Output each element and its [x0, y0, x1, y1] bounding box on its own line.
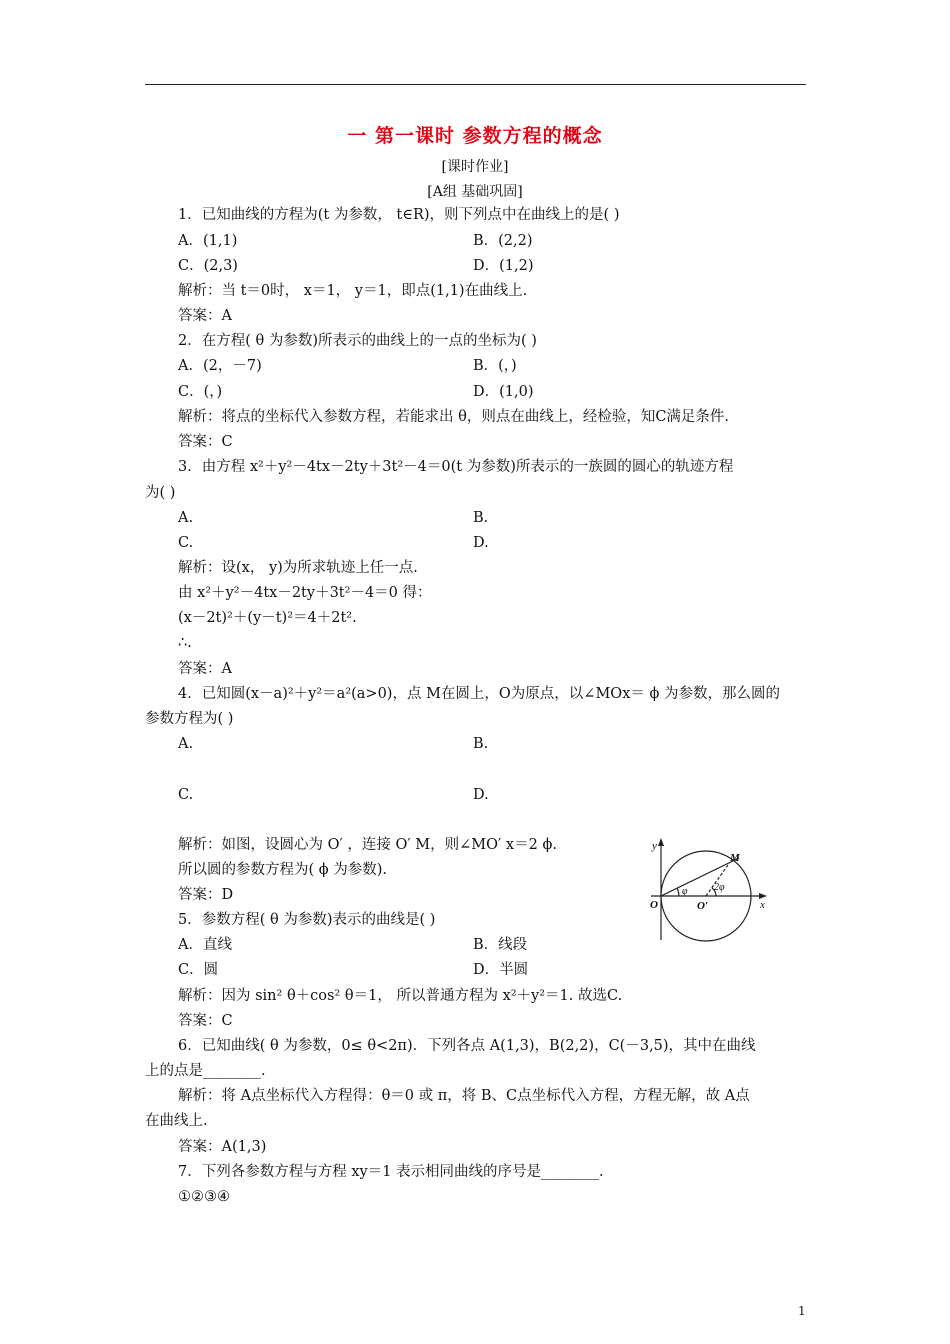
q6-stem-line2: 上的点是________.: [145, 1063, 266, 1079]
q3-stem-line2: 为( ): [145, 485, 176, 501]
q6-answer: 答案：A(1,3): [178, 1139, 267, 1155]
q3-analysis-line1: 解析：设(x， y)为所求轨迹上任一点.: [178, 560, 418, 576]
angle-phi-arc: [677, 888, 679, 896]
q4-stem-line2: 参数方程为( ): [145, 711, 234, 727]
circle-diagram: [641, 836, 771, 946]
q4-option-a: A.: [178, 736, 194, 752]
q1-answer: 答案：A: [178, 308, 232, 324]
q1-analysis: 解析：当 t＝0时， x＝1， y＝1，即点(1,1)在曲线上.: [178, 283, 528, 299]
q6-stem-line1: 6．已知曲线( θ 为参数，0≤ θ<2π)．下列各点 A(1,3)，B(2,2)，C(－3,5)，其中在曲线: [178, 1038, 756, 1054]
q5-option-b: B．线段: [473, 937, 528, 953]
q2-stem: 2．在方程( θ 为参数)所表示的曲线上的一点的坐标为( ): [178, 333, 537, 349]
q5-answer: 答案：C: [178, 1013, 233, 1029]
q1-stem: 1．已知曲线的方程为(t 为参数， t∈R)，则下列点中在曲线上的是( ): [178, 207, 620, 223]
label-o: O: [650, 899, 658, 911]
q4-option-d: D.: [473, 787, 489, 803]
page-title: 一 第一课时 参数方程的概念: [347, 125, 603, 147]
q3-option-a: A.: [178, 510, 194, 526]
label-m: M: [730, 852, 740, 864]
q3-answer: 答案：A: [178, 661, 232, 677]
q4-option-b: B.: [473, 736, 489, 752]
q5-analysis: 解析：因为 sin² θ＋cos² θ＝1， 所以普通方程为 x²＋y²＝1. 故选C.: [178, 988, 623, 1004]
y-arrow: [658, 838, 664, 846]
q7-stem: 7．下列各参数方程与方程 xy＝1 表示相同曲线的序号是________.: [178, 1164, 604, 1180]
group-heading: [A组 基础巩固]: [427, 184, 523, 200]
label-x: x: [760, 899, 765, 911]
q3-option-c: C.: [178, 535, 194, 551]
q3-option-d: D.: [473, 535, 489, 551]
q3-analysis-line2: 由 x²＋y²－4tx－2ty＋3t²－4＝0 得：: [178, 585, 432, 601]
subtitle: [课时作业]: [441, 159, 509, 175]
q4-answer: 答案：D: [178, 887, 234, 903]
q5-option-c: C．圆: [178, 962, 219, 978]
q2-option-a: A．(2，－7): [178, 358, 262, 374]
page-number: 1: [798, 1304, 806, 1318]
q4-analysis-line1: 解析：如图，设圆心为 O′ ，连接 O′ M，则∠MO′ x＝2 ϕ.: [178, 837, 557, 853]
q4-option-c: C.: [178, 787, 194, 803]
q5-option-d: D．半圆: [473, 962, 529, 978]
q3-analysis-line3: (x－2t)²＋(y－t)²＝4＋2t².: [178, 610, 357, 626]
label-2phi: 2φ: [714, 882, 725, 893]
q2-option-c: C．(，): [178, 384, 223, 400]
q1-option-a: A．(1,1): [178, 233, 238, 249]
q3-option-b: B.: [473, 510, 489, 526]
q2-option-d: D．(1,0): [473, 384, 534, 400]
q5-option-a: A．直线: [178, 937, 232, 953]
q2-analysis: 解析：将点的坐标代入参数方程，若能求出 θ，则点在曲线上，经检验，知C满足条件.: [178, 409, 730, 425]
ray-om: [661, 858, 739, 896]
label-y: y: [652, 840, 657, 852]
q1-option-b: B．(2,2): [473, 233, 533, 249]
label-o-prime: O′: [697, 900, 709, 912]
q7-options: ①②③④: [178, 1189, 230, 1205]
q2-answer: 答案：C: [178, 434, 233, 450]
q1-option-d: D．(1,2): [473, 258, 534, 274]
label-phi: φ: [682, 886, 688, 897]
q1-option-c: C．(2,3): [178, 258, 238, 274]
q3-stem-line1: 3．由方程 x²＋y²－4tx－2ty＋3t²－4＝0(t 为参数)所表示的一族圆的圆心的轨迹方程: [178, 459, 734, 475]
q2-option-b: B．(，): [473, 358, 517, 374]
q3-analysis-line4: ∴.: [178, 635, 192, 651]
q6-analysis-line2: 在曲线上.: [145, 1113, 208, 1129]
q6-analysis-line1: 解析：将 A点坐标代入方程得：θ＝0 或 π，将 B、C点坐标代入方程，方程无解，故 A点: [178, 1088, 750, 1104]
q5-stem: 5．参数方程( θ 为参数)表示的曲线是( ): [178, 912, 436, 928]
q4-stem-line1: 4．已知圆(x－a)²＋y²＝a²(a>0)，点 M在圆上，O为原点，以∠MOx＝ ϕ 为参数，那么圆的: [178, 686, 780, 702]
q4-analysis-line2: 所以圆的参数方程为( ϕ 为参数).: [178, 862, 388, 878]
header-rule: [145, 84, 806, 85]
